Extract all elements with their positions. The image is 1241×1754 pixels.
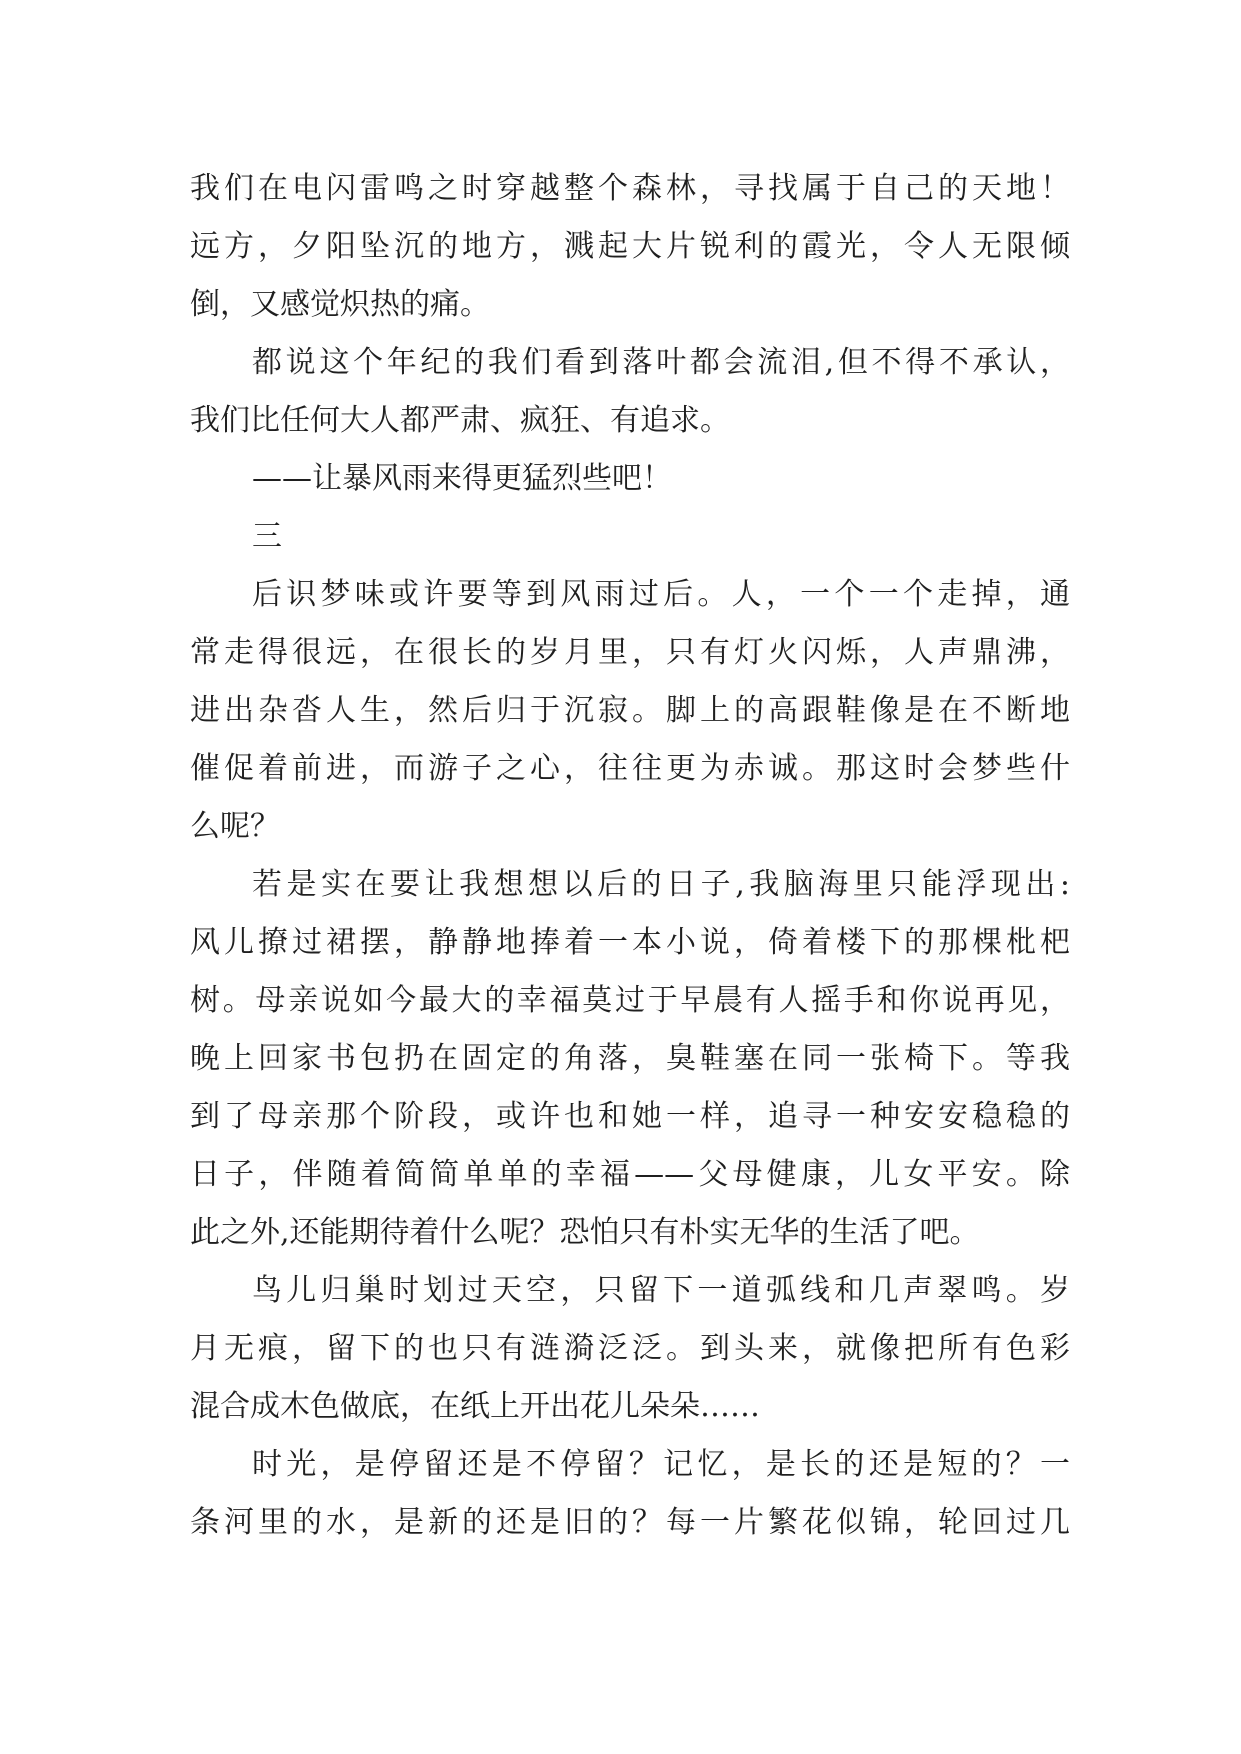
text-line: 日子，伴随着简简单单的幸福——父母健康，儿女平安。除	[190, 1157, 1070, 1192]
text-line: 我们比任何大人都严肃、疯狂、有追求。	[190, 403, 730, 438]
text-line: 条河里的水，是新的还是旧的？每一片繁花似锦，轮回过几	[190, 1505, 1070, 1540]
text-line: 时光，是停留还是不停留？记忆，是长的还是短的？一	[252, 1447, 1070, 1482]
text-line: 都说这个年纪的我们看到落叶都会流泪,但不得不承认，	[252, 345, 1070, 380]
text-line: 树。母亲说如今最大的幸福莫过于早晨有人摇手和你说再见，	[190, 983, 1070, 1018]
text-line: 我们在电闪雷鸣之时穿越整个森林，寻找属于自己的天地！	[190, 171, 1070, 206]
text-line: 鸟儿归巢时划过天空，只留下一道弧线和几声翠鸣。岁	[252, 1273, 1070, 1308]
text-line: 月无痕，留下的也只有涟漪泛泛。到头来，就像把所有色彩	[190, 1331, 1070, 1366]
text-line: 么呢？	[190, 809, 280, 844]
text-line: 混合成木色做底，在纸上开出花儿朵朵……	[190, 1389, 760, 1424]
text-line: 倒，又感觉炽热的痛。	[190, 287, 490, 322]
text-line: 若是实在要让我想想以后的日子,我脑海里只能浮现出:	[252, 867, 1070, 902]
text-line: 远方，夕阳坠沉的地方，溅起大片锐利的霞光，令人无限倾	[190, 229, 1070, 264]
text-line: 此之外,还能期待着什么呢？恐怕只有朴实无华的生活了吧。	[190, 1215, 980, 1250]
text-line: 常走得很远，在很长的岁月里，只有灯火闪烁，人声鼎沸，	[190, 635, 1070, 670]
text-line: 进出杂沓人生，然后归于沉寂。脚上的高跟鞋像是在不断地	[190, 693, 1070, 728]
body-text	[190, 160, 1070, 1552]
text-line: 到了母亲那个阶段，或许也和她一样，追寻一种安安稳稳的	[190, 1099, 1070, 1134]
text-line: 催促着前进，而游子之心，往往更为赤诚。那这时会梦些什	[190, 751, 1070, 786]
text-line: 晚上回家书包扔在固定的角落，臭鞋塞在同一张椅下。等我	[190, 1041, 1070, 1076]
text-line: 后识梦味或许要等到风雨过后。人，一个一个走掉，通	[252, 577, 1070, 612]
text-line: ——让暴风雨来得更猛烈些吧！	[252, 461, 672, 496]
text-line: 风儿撩过裙摆，静静地捧着一本小说，倚着楼下的那棵枇杷	[190, 925, 1070, 960]
section-heading: 三	[252, 519, 282, 554]
